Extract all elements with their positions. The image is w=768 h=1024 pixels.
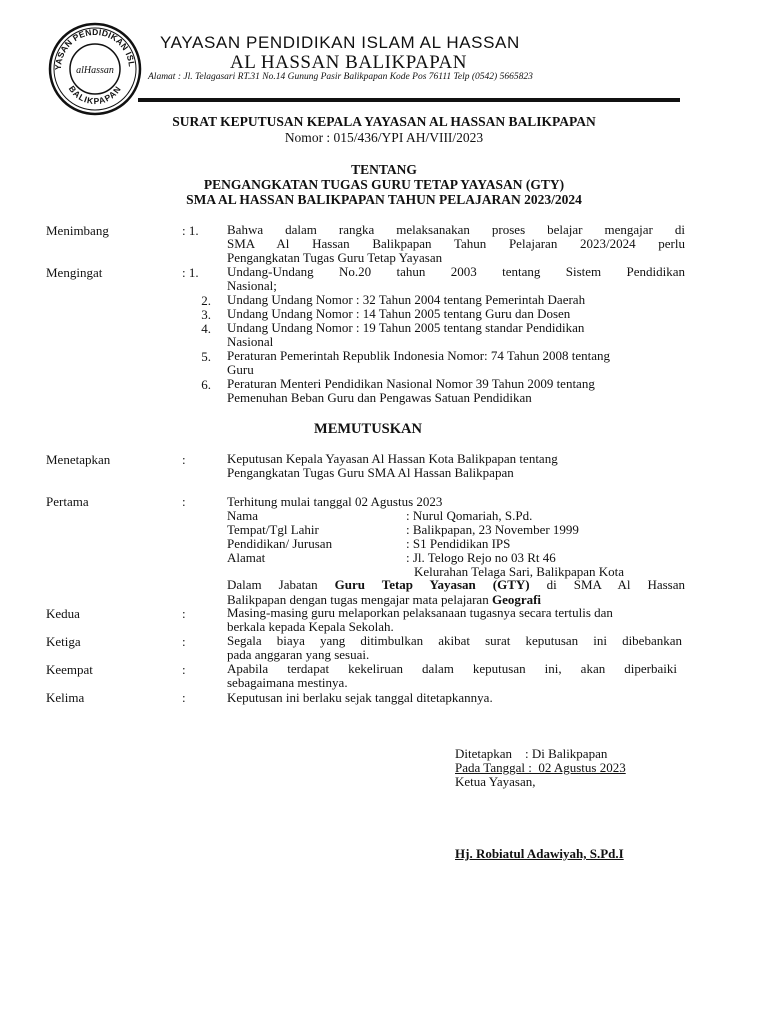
menimbang-line: SMA Al Hassan Balikpapan Tahun Pelajaran 2023/2024 perlu xyxy=(227,236,685,251)
kedua-line: Masing-masing guru melaporkan pelaksanaan tugasnya secara tertulis dan xyxy=(227,605,613,620)
menimbang-line: Bahwa dalam rangka melaksanakan proses belajar mengajar di xyxy=(227,222,685,237)
mengingat-num: 2. xyxy=(201,293,211,308)
tentang-heading: TENTANG xyxy=(351,162,417,177)
jabatan-bold: Guru Tetap Yayasan (GTY) xyxy=(334,577,530,592)
subject-line2: SMA AL HASSAN BALIKPAPAN TAHUN PELAJARAN 2023/2024 xyxy=(186,192,582,207)
mengingat-item xyxy=(227,321,685,349)
logo-text-bottom: BALIKPAPAN xyxy=(66,83,124,107)
mengingat-num: 5. xyxy=(201,349,211,364)
mengingat-line: Guru xyxy=(227,362,254,377)
kedua-label: Kedua xyxy=(46,606,80,621)
mengingat-line: Pemenuhan Beban Guru dan Pengawas Satuan Pendidikan xyxy=(227,390,532,405)
logo-text-top: YASAN PENDIDIKAN ISL xyxy=(52,26,137,71)
subject-line1: PENGANGKATAN TUGAS GURU TETAP YAYASAN (GTY) xyxy=(203,177,565,192)
jabatan-pre: Dalam Jabatan xyxy=(227,577,335,592)
mengingat-item xyxy=(227,349,685,377)
menetapkan-line: Keputusan Kepala Yayasan Al Hassan Kota Balikpapan tentang xyxy=(227,451,558,466)
menetapkan-line: Pengangkatan Tugas Guru SMA Al Hassan Balikpapan xyxy=(227,465,514,480)
field-value: : Jl. Telogo Rejo no 03 Rt 46 xyxy=(406,550,556,565)
keempat-line: Apabila terdapat kekeliruan dalam keputusan ini, akan diperbaiki xyxy=(227,661,677,676)
kelima-label: Kelima xyxy=(46,690,85,705)
pertama-colon: : xyxy=(182,494,186,509)
keempat-text xyxy=(227,662,685,690)
pertama-intro: Terhitung mulai tanggal 02 Agustus 2023 xyxy=(227,494,443,509)
mengingat-line: Peraturan Pemerintah Republik Indonesia Nomor: 74 Tahun 2008 tentang xyxy=(227,348,610,363)
field-key: Tempat/Tgl Lahir xyxy=(227,522,319,537)
ketiga-line: Segala biaya yang ditimbulkan akibat surat keputusan ini dibebankan xyxy=(227,633,682,648)
kedua-colon: : xyxy=(182,606,186,621)
keempat-label: Keempat xyxy=(46,662,93,677)
keempat-line: sebagaimana mestinya. xyxy=(227,675,348,690)
field-key: Pendidikan/ Jurusan xyxy=(227,536,333,551)
kelima-line: Keputusan ini berlaku sejak tanggal ditetapkannya. xyxy=(227,690,493,705)
mengingat-line: Nasional; xyxy=(227,278,277,293)
mengingat-item xyxy=(227,377,685,405)
mengingat-line: Undang Undang Nomor : 19 Tahun 2005 tentang standar Pendidikan xyxy=(227,320,585,335)
address: Alamat : Jl. Telagasari RT.31 No.14 Gunung Pasir Balikpapan Kode Pos 76111 Telp (0542) 5665823 xyxy=(148,72,533,82)
org-line2: AL HASSAN BALIKPAPAN xyxy=(230,52,467,73)
mengingat-item xyxy=(227,265,685,293)
field-value: : Nurul Qomariah, S.Pd. xyxy=(406,508,533,523)
field-value: : S1 Pendidikan IPS xyxy=(406,536,511,551)
foundation-logo xyxy=(48,22,142,116)
memutuskan-heading: MEMUTUSKAN xyxy=(314,421,422,437)
jabatan-post: di SMA Al Hassan xyxy=(529,577,685,592)
mapel-pre: Balikpapan dengan tugas mengajar mata pelajaran xyxy=(227,592,492,607)
signatory-name: Hj. Robiatul Adawiyah, S.Pd.I xyxy=(455,846,624,861)
menetapkan-label: Menetapkan xyxy=(46,452,111,467)
mengingat-num: 3. xyxy=(201,307,211,322)
mengingat-num: 6. xyxy=(201,377,211,392)
menimbang-colon: : 1. xyxy=(182,223,199,238)
menimbang-line: Pengangkatan Tugas Guru Tetap Yayasan xyxy=(227,250,443,265)
logo-signature: alHassan xyxy=(76,65,114,76)
field-key: Nama xyxy=(227,508,259,523)
ditetapkan-line: Ditetapkan : Di Balikpapan xyxy=(455,746,608,761)
signatory-title: Ketua Yayasan, xyxy=(455,774,536,789)
ketiga-text xyxy=(227,634,685,662)
kelima-colon: : xyxy=(182,690,186,705)
pertama-label: Pertama xyxy=(46,494,89,509)
decree-title: SURAT KEPUTUSAN KEPALA YAYASAN AL HASSAN BALIKPAPAN xyxy=(172,114,596,129)
field-key: Alamat xyxy=(227,550,266,565)
menimbang-label: Menimbang xyxy=(46,223,109,238)
mengingat-line: Peraturan Menteri Pendidikan Nasional Nomor 39 Tahun 2009 tentang xyxy=(227,376,595,391)
ketiga-colon: : xyxy=(182,634,186,649)
mengingat-line: Undang Undang Nomor : 32 Tahun 2004 tentang Pemerintah Daerah xyxy=(227,292,586,307)
mengingat-line: Undang-Undang No.20 tahun 2003 tentang Sistem Pendidikan xyxy=(227,264,685,279)
header-rule xyxy=(138,98,680,102)
tanggal-line: Pada Tanggal : 02 Agustus 2023 xyxy=(455,760,626,775)
kedua-text xyxy=(227,606,685,634)
org-line1: YAYASAN PENDIDIKAN ISLAM AL HASSAN xyxy=(160,33,520,52)
mengingat-num: 4. xyxy=(201,321,211,336)
svg-text:BALIKPAPAN xyxy=(67,84,123,106)
mengingat-line: Nasional xyxy=(227,334,274,349)
svg-text:YAYASAN PENDIDIKAN ISLAM xyxy=(48,22,137,70)
keempat-colon: : xyxy=(182,662,186,677)
mengingat-label: Mengingat xyxy=(46,265,103,280)
address-continued: Kelurahan Telaga Sari, Balikpapan Kota xyxy=(414,564,625,579)
decree-number: Nomor : 015/436/YPI AH/VIII/2023 xyxy=(284,130,484,145)
ketiga-line: pada anggaran yang sesuai. xyxy=(227,647,370,662)
ketiga-label: Ketiga xyxy=(46,634,81,649)
field-value: : Balikpapan, 23 November 1999 xyxy=(406,522,579,537)
mengingat-line: Undang Undang Nomor : 14 Tahun 2005 tentang Guru dan Dosen xyxy=(227,306,571,321)
menetapkan-text xyxy=(227,452,685,480)
menetapkan-colon: : xyxy=(182,452,186,467)
kedua-line: berkala kepada Kepala Sekolah. xyxy=(227,619,394,634)
jabatan-line xyxy=(227,578,685,592)
mapel-bold: Geografi xyxy=(491,592,542,607)
mengingat-colon: : 1. xyxy=(182,265,199,280)
menimbang-text xyxy=(227,223,685,265)
